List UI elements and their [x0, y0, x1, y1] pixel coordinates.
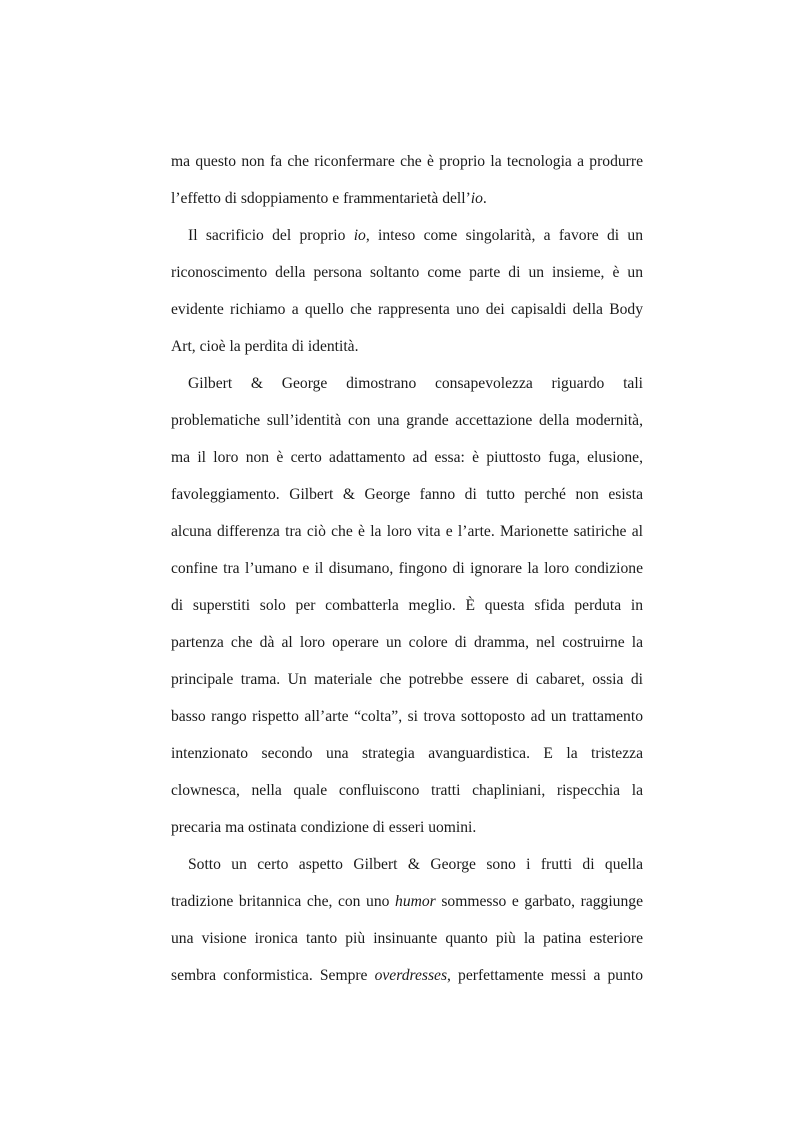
text-line-9: ma il loro non è certo adattamento ad essa: è piuttosto fuga, elusione, [171, 449, 643, 466]
text-line-1: ma questo non fa che riconfermare che è proprio la tecnologia a produrre [171, 153, 643, 170]
text-line-12: confine tra l’umano e il disumano, fingono di ignorare la loro condizione [171, 560, 643, 577]
text-line-4: riconoscimento della persona soltanto come parte di un insieme, è un [171, 264, 643, 281]
text-line-15: principale trama. Un materiale che potrebbe essere di cabaret, ossia di [171, 671, 643, 688]
text-line-10: favoleggiamento. Gilbert & George fanno di tutto perché non esista [171, 486, 643, 503]
text-line-18: clownesca, nella quale confluiscono tratti chapliniani, rispecchia la [171, 782, 643, 799]
body-text [171, 148, 643, 999]
text-line-13: di superstiti solo per combatterla meglio. È questa sfida perduta in [171, 597, 643, 614]
text-line-16: basso rango rispetto all’arte “colta”, si trova sottoposto ad un trattamento [171, 708, 643, 725]
text-line-5: evidente richiamo a quello che rappresenta uno dei capisaldi della Body [171, 301, 643, 318]
text-line-20: Sotto un certo aspetto Gilbert & George sono i frutti di quella [188, 856, 643, 873]
text-line-7: Gilbert & George dimostrano consapevolezza riguardo tali [188, 375, 643, 392]
text-line-22: una visione ironica tanto più insinuante quanto più la patina esteriore [171, 930, 643, 947]
text-line-11: alcuna differenza tra ciò che è la loro vita e l’arte. Marionette satiriche al [171, 523, 643, 540]
text-line-17: intenzionato secondo una strategia avanguardistica. E la tristezza [171, 745, 643, 762]
text-line-14: partenza che dà al loro operare un colore di dramma, nel costruirne la [171, 634, 643, 651]
text-line-23: sembra conformistica. Sempre overdresses, perfettamente messi a punto [171, 967, 643, 984]
text-line-2: l’effetto di sdoppiamento e frammentarietà dell’io. [171, 190, 487, 207]
text-line-3: Il sacrificio del proprio io, inteso come singolarità, a favore di un [188, 227, 643, 244]
text-line-6: Art, cioè la perdita di identità. [171, 338, 359, 355]
text-line-8: problematiche sull’identità con una grande accettazione della modernità, [171, 412, 643, 429]
text-line-19: precaria ma ostinata condizione di esseri uomini. [171, 819, 477, 836]
text-line-21: tradizione britannica che, con uno humor sommesso e garbato, raggiunge [171, 893, 643, 910]
